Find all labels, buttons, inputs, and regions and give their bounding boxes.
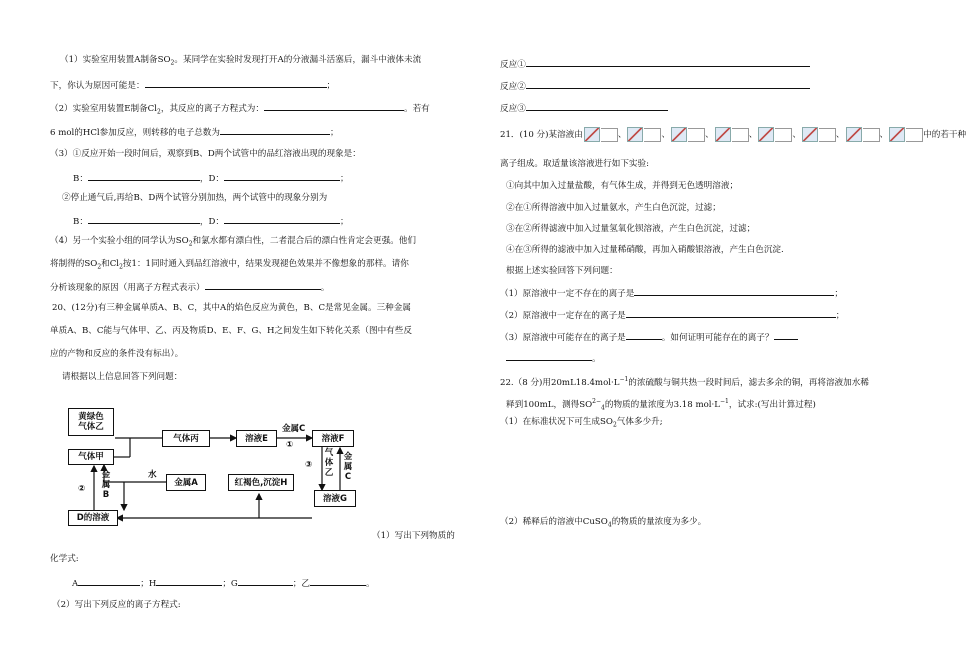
answer-blank[interactable] xyxy=(526,102,668,111)
answer-blank[interactable] xyxy=(205,281,321,290)
ion-image-icon xyxy=(584,127,600,142)
label-circ1: ① xyxy=(286,440,294,450)
box-yellowgreen-gas-yi: 黄绿色 气体乙 xyxy=(68,408,114,436)
answer-blank[interactable] xyxy=(526,58,810,67)
q19-part4-line3: 分析该现象的原因（用离子方程式表示） 。 xyxy=(50,283,330,293)
ion-image-icon xyxy=(671,127,687,142)
answer-blank[interactable] xyxy=(220,126,330,135)
q21-exp3: ③在②所得滤液中加入过量氢氧化钡溶液，产生白色沉淀，过滤； xyxy=(506,224,756,234)
q19-part3-line1: （3）①反应开始一段时间后，观察到B、D两个试管中的品红溶液出现的现象是： xyxy=(50,149,361,159)
answer-blank[interactable] xyxy=(224,172,340,181)
label-metal-c-vertical: 金属C xyxy=(343,452,353,482)
ion-image-icon xyxy=(627,127,643,142)
q20-line1: 20、(12分)有三种金属单质A、B、C，其中A的焰色反应为黄色，B、C是常见金属。三种金属 xyxy=(52,303,411,313)
q20-sub2-label: （2）写出下列反应的离子方程式: xyxy=(52,600,181,610)
q22-part1: （1）在标准状况下可生成$SO_2$气体多少升; xyxy=(500,417,663,429)
q19-part2-line1: （2）实验室用装置E制备$Cl_2$，其反应的离子方程式为： 。若有 xyxy=(50,104,430,116)
box-sol-f: 溶液F xyxy=(312,430,354,447)
ion-image-icon xyxy=(758,127,774,142)
answer-blank[interactable] xyxy=(526,80,810,89)
q19-part3-line3: ②停止通气后,再给B、D两个试管分别加热，两个试管中的现象分别为 xyxy=(62,193,328,203)
ion-image-icon xyxy=(715,127,731,142)
q19-part3-bd: B： ，D： ； xyxy=(73,174,349,184)
label-metal-c-top: 金属C xyxy=(282,424,306,434)
answer-blank-a[interactable] xyxy=(78,577,140,586)
ion-image-icon xyxy=(846,127,862,142)
answer-blank[interactable] xyxy=(634,287,834,296)
ion-icons: 、 、 、 、 、 、 、 xyxy=(583,130,923,140)
q21-exp5: 根据上述实验回答下列问题： xyxy=(506,266,618,276)
answer-blank-h[interactable] xyxy=(156,577,222,586)
box-gas-jia: 气体甲 xyxy=(68,449,114,465)
reaction-3-line: 反应③ xyxy=(500,102,668,115)
q19-part1-line2: 下，你认为原因可能是： ； xyxy=(50,81,336,91)
answer-blank-yi[interactable] xyxy=(310,577,366,586)
q21-answer3: （3）原溶液中可能存在的离子是 。如何证明可能存在的离子？ xyxy=(500,331,798,344)
reaction-1-line: 反应① xyxy=(500,58,810,71)
q21-exp4: ④在③所得的滤液中加入过量稀硝酸，再加入硝酸银溶液，产生白色沉淀. xyxy=(506,245,784,255)
answer-blank-g[interactable] xyxy=(238,577,293,586)
q21-line1: 21．(10 分)某溶液由 、 、 、 、 、 、 、 中的若干种 xyxy=(500,127,966,142)
answer-blank[interactable] xyxy=(626,331,662,340)
box-metal-a: 金属A xyxy=(166,474,206,491)
q20-line3: 应的产物和反应的条件没有标出）。 xyxy=(50,349,184,359)
q22-line1: 22.（8 分)用$20mL18.4mol\cdot L^{-1}$的浓硫酸与铜共热一段时间后，滤去多余的铜，再将溶液加水稀 xyxy=(500,376,869,388)
q20-answer-line: A ；H ；G ；乙 。 xyxy=(72,579,375,589)
label-circ2: ② xyxy=(78,484,86,494)
q21-exp1: ①向其中加入过量盐酸，有气体生成，并得到无色透明溶液； xyxy=(506,181,739,191)
box-sol-e: 溶液E xyxy=(236,430,277,447)
q19-part4-line1: （4）另一个实验小组的同学认为$SO_2$和氯水都有漂白性，二者混合后的漂白性肯定会更强。他们 xyxy=(50,236,416,248)
answer-blank[interactable] xyxy=(774,331,798,340)
q20-sub1-label: （1）写出下列物质的 xyxy=(372,531,455,541)
label-water: 水 xyxy=(148,470,157,480)
box-gas-bing: 气体丙 xyxy=(162,430,210,447)
flow-diagram xyxy=(64,402,364,528)
q21-exp2: ②在①所得溶液中加入过量氨水，产生白色沉淀，过滤； xyxy=(506,203,721,213)
label-metal-b: 金属B xyxy=(101,470,111,500)
q19-part3-bd2: B： ，D： ； xyxy=(73,217,349,227)
q19-part1-line1: （1）实验室用装置A制备$SO_2$。某同学在实验时发现打开A的分液漏斗活塞后，漏斗中液体未流 xyxy=(60,55,422,67)
box-red-brown-h: 红褐色,沉淀H xyxy=(228,474,294,491)
reaction-2-line: 反应② xyxy=(500,80,810,93)
label-gas-yi-vertical: 气体乙 xyxy=(324,448,334,478)
box-sol-g: 溶液G xyxy=(314,490,356,507)
label-circ3: ③ xyxy=(305,460,313,470)
q20-line2: 单质A、B、C能与气体甲、乙、丙及物质D、E、F、G、H之间发生如下转化关系（图中有些反 xyxy=(50,326,412,336)
q22-line2: 释到100mL，测得$SO^{2-}_4$的物质的量浓度为3.18 $mol\cdot L^{-1}$，试求:(写出计算过程) xyxy=(506,398,816,412)
answer-blank[interactable] xyxy=(264,102,404,111)
q21-answer1: （1）原溶液中一定不存在的离子是 ； xyxy=(500,289,843,299)
q22-part2: （2）稀释后的溶液中CuSO$_4$的物质的量浓度为多少。 xyxy=(500,517,707,529)
answer-blank[interactable] xyxy=(224,215,340,224)
q21-answer3-cont: 。 xyxy=(506,352,601,365)
box-sol-d: D的溶液 xyxy=(68,510,118,526)
q19-part4-line2: 将制得的$SO_2$和$Cl_2$按1：1同时通入到品红溶液中，结果发现褪色效果并不像想象的那样。请你 xyxy=(50,259,409,271)
answer-blank[interactable] xyxy=(88,172,200,181)
answer-blank[interactable] xyxy=(626,309,836,318)
q20-line4: 请根据以上信息回答下列问题： xyxy=(62,372,183,382)
answer-blank[interactable] xyxy=(88,215,200,224)
answer-blank[interactable] xyxy=(145,79,327,88)
q21-answer2: （2）原溶液中一定存在的离子是 ； xyxy=(500,311,845,321)
answer-blank[interactable] xyxy=(506,352,592,361)
ion-image-icon xyxy=(802,127,818,142)
q21-line2: 离子组成。取适量该溶液进行如下实验: xyxy=(500,159,649,169)
q19-part2-line2: 6 mol的HCl参加反应，则转移的电子总数为 ； xyxy=(50,128,339,138)
ion-image-icon xyxy=(889,127,905,142)
q20-sub1-label2: 化学式: xyxy=(50,554,79,564)
